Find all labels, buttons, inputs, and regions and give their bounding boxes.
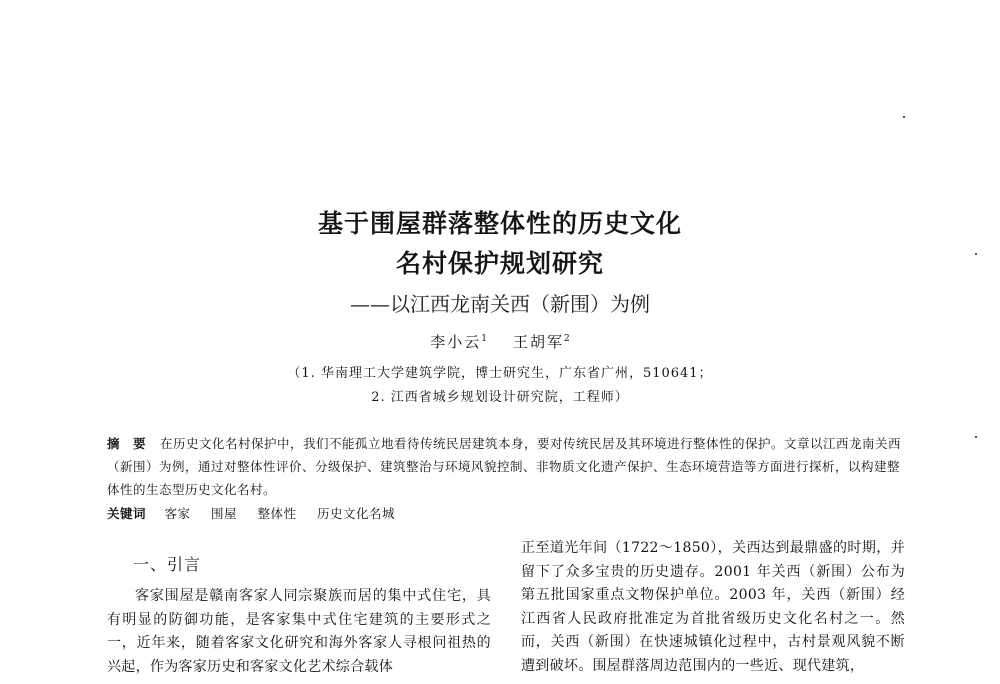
abstract-block [107,432,907,501]
author-name-2: 王胡军 [513,333,565,351]
scan-speck [975,436,977,438]
keyword-2: 围屋 [211,506,238,521]
keyword-1: 客家 [164,506,191,521]
paper-title-line-2: 名村保护规划研究 [395,249,604,278]
body-text-left-column: 客家围屋是赣南客家人同宗聚族而居的集中式住宅，具有明显的防御功能，是客家集中式住宅建筑的主要形式之一，近年来，随着客家文化研究和海外客家人寻根问祖热的兴起，作为客家历史和客家文化艺术综合载体 [107,588,491,675]
keywords-label: 关键词 [107,506,147,521]
keyword-3: 整体性 [257,506,297,521]
affiliation-line-1: （1. 华南理工大学建筑学院，博士研究生，广东省广州，510641； [287,366,713,381]
paper-subtitle: ——以江西龙南关西（新围）为例 [350,292,650,316]
body-text-right-column: 正至道光年间（1722～1850），关西达到最鼎盛的时期，并留下了众多宝贵的历史遗存。2001 年关西（新围）公布为第五批国家重点文物保护单位。2003 年，关西（新围）经江西省人民政府批准定为首批省级历史文化名村之一。然而，关西（新围）在快速城镇化过程中，古村景观风貌不断遭到破坏。围屋群落周边范围内的一些近、现代建筑， [521,540,905,674]
abstract-text: 在历史文化名村保护中，我们不能孤立地看待传统民居建筑本身，要对传统民居及其环境进行整体性的保护。文章以江西龙南关西（新围）为例，通过对整体性评价、分级保护、建筑整治与环境风貌控制、非物质文化遗产保护、生态环境营造等方面进行探析，以构建整体性的生态型历史文化名村。 [107,436,902,497]
keyword-4: 历史文化名城 [317,506,396,521]
paper-title-line-1: 基于围屋群落整体性的历史文化 [317,209,682,238]
author-affiliation-mark-2: 2 [564,334,570,344]
keywords-block [107,504,907,522]
scan-speck [903,116,905,118]
author-affiliation-mark-1: 1 [481,334,487,344]
scan-speck [975,253,977,255]
affiliation-line-2: 2. 江西省城乡规划设计研究院，工程师） [371,390,629,405]
abstract-label: 摘 要 [107,436,147,451]
section-heading-introduction: 一、引言 [133,555,202,574]
author-list [0,331,1000,352]
author-name-1: 李小云 [430,333,482,351]
